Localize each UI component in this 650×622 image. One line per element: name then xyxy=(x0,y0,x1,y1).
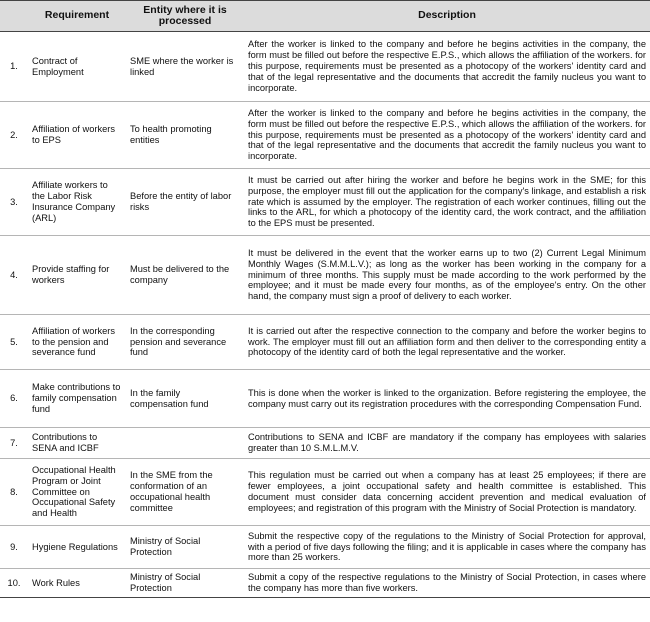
row-requirement: Provide staffing for workers xyxy=(28,236,126,315)
row-description: This regulation must be carried out when a company has at least 25 employees; if there are fewer employees, a joint occupational safety and health committee is established. This document must consider data concerning accident prevention and medical evaluation of employees; and registration of this program with the Ministry of Social Protection is mandatory. xyxy=(244,459,650,526)
table-row xyxy=(0,32,650,102)
table-row xyxy=(0,102,650,169)
row-description: It is carried out after the respective connection to the company and before the worker begins to work. The employer must fill out an affiliation form and then deliver to the corresponding entity a photocopy of the identity card of both the legal representative and the worker. xyxy=(244,315,650,370)
row-number: 10. xyxy=(0,569,28,598)
row-entity: Ministry of Social Protection xyxy=(126,526,244,569)
row-number: 5. xyxy=(0,315,28,370)
row-description: Submit the respective copy of the regulations to the Ministry of Social Protection for approval, with a period of five days following the filing; and it is applicable in cases where the company has more than 25 workers. xyxy=(244,526,650,569)
row-entity: Must be delivered to the company xyxy=(126,236,244,315)
row-number: 6. xyxy=(0,370,28,428)
row-requirement: Work Rules xyxy=(28,569,126,598)
row-entity: To health promoting entities xyxy=(126,102,244,169)
row-number: 8. xyxy=(0,459,28,526)
row-requirement: Affiliate workers to the Labor Risk Insurance Company (ARL) xyxy=(28,169,126,236)
row-description: Submit a copy of the respective regulations to the Ministry of Social Protection, in cases where the company has more than five workers. xyxy=(244,569,650,598)
row-entity: In the family compensation fund xyxy=(126,370,244,428)
table-header xyxy=(0,1,650,32)
table-body xyxy=(0,32,650,598)
table-row xyxy=(0,459,650,526)
row-requirement: Contract of Employment xyxy=(32,55,84,77)
table-row xyxy=(0,236,650,315)
row-requirement: Affiliation of workers to the pension and severance fund xyxy=(28,315,126,370)
row-description: Contributions to SENA and ICBF are mandatory if the company has employees with salaries greater than 10 S.M.L.M.V. xyxy=(244,428,650,459)
row-entity: Ministry of Social Protection xyxy=(126,569,244,598)
table-row xyxy=(0,370,650,428)
table-row xyxy=(0,569,650,598)
header-number xyxy=(0,1,28,32)
header-entity: Entity where it is processed xyxy=(126,1,244,32)
row-description: After the worker is linked to the company and before he begins activities in the company, the form must be filled out before the respective E.P.S., which allows the affiliation of the workers. for this purpose, requirements must be presented as a photocopy of the workers' identity card and that of the legal representative and the documents that accredit the family nucleus you want to incorporate. xyxy=(244,102,650,169)
header-requirement: Requirement xyxy=(28,1,126,32)
table-row xyxy=(0,315,650,370)
row-number: 7. xyxy=(0,428,28,459)
row-requirement: Hygiene Regulations xyxy=(28,526,126,569)
row-number: 2. xyxy=(0,102,28,169)
row-entity: SME where the worker is linked xyxy=(130,55,234,77)
row-entity: In the corresponding pension and severance fund xyxy=(126,315,244,370)
row-description: This is done when the worker is linked to the organization. Before registering the employee, the company must carry out its registration procedures with the corresponding Compensation Fund. xyxy=(244,370,650,428)
table-row xyxy=(0,169,650,236)
header-row xyxy=(0,1,650,32)
row-requirement: Occupational Health Program or Joint Committee on Occupational Safety and Health xyxy=(28,459,126,526)
row-number: 9. xyxy=(0,526,28,569)
row-entity: Before the entity of labor risks xyxy=(126,169,244,236)
row-requirement: Affiliation of workers to EPS xyxy=(28,102,126,169)
row-requirement: Make contributions to family compensation fund xyxy=(28,370,126,428)
row-description: After the worker is linked to the company and before he begins activities in the company, the form must be filled out before the respective E.P.S., which allows the affiliation of the workers. for this purpose, requirements must be presented as a photocopy of the workers' identity card and that of the legal representative and the documents that accredit the family nucleus you want to incorporate. xyxy=(248,39,646,93)
row-entity xyxy=(126,428,244,459)
row-description: It must be carried out after hiring the worker and before he begins work in the SME; for this purpose, the employer must fill out the application for the company's linkage, and establish a risk rate which is assumed by the employer. The registration of each worker continues, filling out the links to the ARL, for which a photocopy of the identity card, the work contract, and the affiliation to the EPS must be presented. xyxy=(244,169,650,236)
row-number: 3. xyxy=(0,169,28,236)
row-description: It must be delivered in the event that the worker earns up to two (2) Current Legal Minimum Monthly Wages (S.M.M.L.V.); as long as the worker has been working in the company for a minimum of three months. This supply must be made according to the work performed by the employee; and it must be made every four months, as of the employee's entry. On the other hand, the company must sign a proof of delivery to each worker. xyxy=(244,236,650,315)
row-number: 4. xyxy=(0,236,28,315)
table-row xyxy=(0,526,650,569)
row-entity: In the SME from the conformation of an occupational health committee xyxy=(126,459,244,526)
row-number: 1. xyxy=(10,61,18,72)
row-requirement: Contributions to SENA and ICBF xyxy=(28,428,126,459)
table-row xyxy=(0,428,650,459)
header-description: Description xyxy=(244,1,650,32)
